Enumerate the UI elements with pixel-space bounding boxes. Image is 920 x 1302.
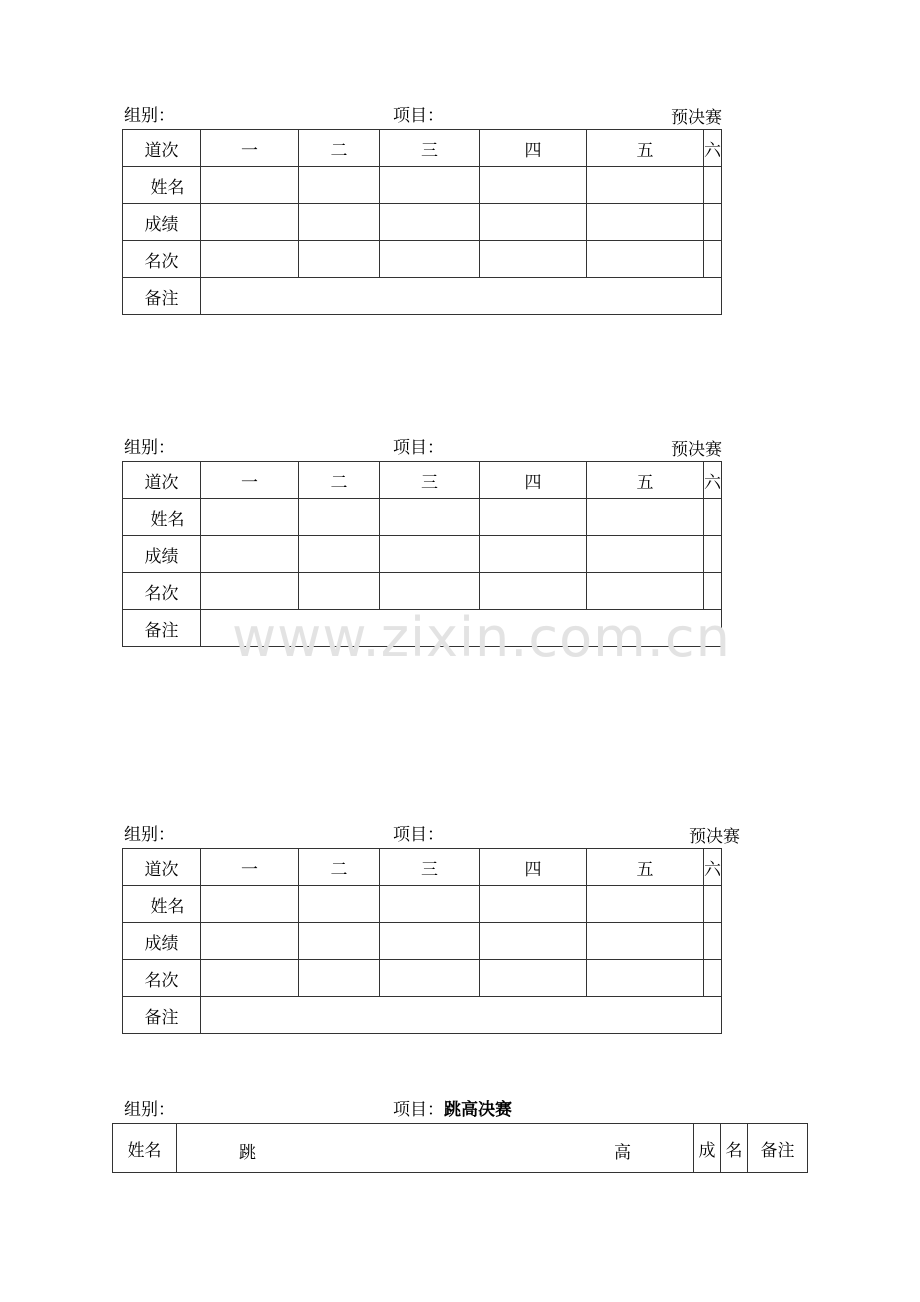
lane-3: 三 <box>380 462 480 499</box>
lane-4: 四 <box>480 462 587 499</box>
entry-cell[interactable] <box>201 960 299 997</box>
data-row <box>123 960 722 997</box>
col-notes: 备注 <box>748 1124 808 1173</box>
data-row <box>123 536 722 573</box>
entry-cell[interactable] <box>299 923 380 960</box>
entry-cell[interactable] <box>480 923 587 960</box>
lane-6: 六 <box>704 130 722 167</box>
lane-2: 二 <box>299 462 380 499</box>
group-label: 组别： <box>124 438 175 458</box>
data-row <box>123 573 722 610</box>
event-label: 项目： <box>393 438 444 458</box>
col-high-jump <box>177 1124 694 1173</box>
group-label: 组别： <box>124 1100 175 1120</box>
entry-cell[interactable] <box>587 204 704 241</box>
lane-header-row <box>123 130 722 167</box>
entry-cell[interactable] <box>704 536 722 573</box>
entry-cell[interactable] <box>299 573 380 610</box>
row-label: 成绩 <box>123 923 201 960</box>
lane-6: 六 <box>704 849 722 886</box>
entry-cell[interactable] <box>480 167 587 204</box>
entry-cell[interactable] <box>480 886 587 923</box>
entry-cell[interactable] <box>480 499 587 536</box>
entry-cell[interactable] <box>201 241 299 278</box>
entry-cell[interactable] <box>587 960 704 997</box>
row-label: 姓名 <box>123 499 201 536</box>
entry-cell[interactable] <box>704 886 722 923</box>
notes-label: 备注 <box>123 610 201 647</box>
watermark: www.zixin.com.cn <box>232 606 731 669</box>
entry-cell[interactable] <box>299 241 380 278</box>
entry-cell[interactable] <box>380 886 480 923</box>
lane-3: 三 <box>380 130 480 167</box>
notes-row <box>123 278 722 315</box>
round-label: 预决赛 <box>671 108 722 128</box>
entry-cell[interactable] <box>299 167 380 204</box>
lane-1: 一 <box>201 462 299 499</box>
lane-header-row <box>123 849 722 886</box>
row-label: 名次 <box>123 241 201 278</box>
entry-cell[interactable] <box>380 536 480 573</box>
entry-cell[interactable] <box>201 536 299 573</box>
entry-cell[interactable] <box>380 204 480 241</box>
entry-cell[interactable] <box>704 960 722 997</box>
entry-cell[interactable] <box>587 241 704 278</box>
lane-5: 五 <box>587 849 704 886</box>
notes-cell[interactable] <box>201 997 722 1034</box>
event-name: 跳高决赛 <box>444 1100 512 1120</box>
row-label: 姓名 <box>123 886 201 923</box>
notes-row <box>123 997 722 1034</box>
lane-header: 道次 <box>123 130 201 167</box>
row-label: 名次 <box>123 573 201 610</box>
entry-cell[interactable] <box>299 886 380 923</box>
event-label: 项目： <box>393 825 444 845</box>
entry-cell[interactable] <box>587 573 704 610</box>
entry-cell[interactable] <box>587 923 704 960</box>
data-row <box>123 241 722 278</box>
group-label: 组别： <box>124 106 175 126</box>
round-label: 预决赛 <box>671 440 722 460</box>
lane-header: 道次 <box>123 462 201 499</box>
entry-cell[interactable] <box>587 886 704 923</box>
col-name: 姓名 <box>113 1124 177 1173</box>
entry-cell[interactable] <box>201 573 299 610</box>
entry-cell[interactable] <box>704 573 722 610</box>
data-row <box>123 204 722 241</box>
entry-cell[interactable] <box>380 167 480 204</box>
round-label: 预决赛 <box>689 827 740 847</box>
entry-cell[interactable] <box>480 241 587 278</box>
row-label: 名次 <box>123 960 201 997</box>
entry-cell[interactable] <box>380 241 480 278</box>
entry-cell[interactable] <box>704 499 722 536</box>
lane-4: 四 <box>480 130 587 167</box>
entry-cell[interactable] <box>480 536 587 573</box>
entry-cell[interactable] <box>299 536 380 573</box>
lane-2: 二 <box>299 130 380 167</box>
entry-cell[interactable] <box>380 573 480 610</box>
entry-cell[interactable] <box>587 499 704 536</box>
lane-4: 四 <box>480 849 587 886</box>
lane-header-row <box>123 462 722 499</box>
lane-1: 一 <box>201 849 299 886</box>
notes-cell[interactable] <box>201 278 722 315</box>
row-label: 姓名 <box>123 167 201 204</box>
col-tiao: 跳 <box>239 1143 256 1163</box>
lane-2: 二 <box>299 849 380 886</box>
entry-cell[interactable] <box>480 960 587 997</box>
notes-label: 备注 <box>123 997 201 1034</box>
col-cheng: 成 <box>694 1124 721 1173</box>
entry-cell[interactable] <box>201 923 299 960</box>
entry-cell[interactable] <box>704 204 722 241</box>
entry-cell[interactable] <box>704 241 722 278</box>
data-row <box>123 499 722 536</box>
entry-cell[interactable] <box>587 167 704 204</box>
entry-cell[interactable] <box>201 204 299 241</box>
lane-3: 三 <box>380 849 480 886</box>
data-row <box>123 886 722 923</box>
heat-results-table <box>122 848 722 1034</box>
entry-cell[interactable] <box>299 499 380 536</box>
entry-cell[interactable] <box>299 204 380 241</box>
entry-cell[interactable] <box>201 167 299 204</box>
final-header-row <box>113 1124 808 1173</box>
lane-6: 六 <box>704 462 722 499</box>
entry-cell[interactable] <box>480 204 587 241</box>
entry-cell[interactable] <box>704 167 722 204</box>
event-label: 项目：跳高决赛 <box>393 1100 512 1120</box>
entry-cell[interactable] <box>380 499 480 536</box>
entry-cell[interactable] <box>201 499 299 536</box>
group-label: 组别： <box>124 825 175 845</box>
event-label: 项目： <box>393 106 444 126</box>
entry-cell[interactable] <box>299 960 380 997</box>
row-label: 成绩 <box>123 204 201 241</box>
entry-cell[interactable] <box>201 886 299 923</box>
entry-cell[interactable] <box>587 536 704 573</box>
row-label: 成绩 <box>123 536 201 573</box>
data-row <box>123 167 722 204</box>
lane-1: 一 <box>201 130 299 167</box>
col-gao: 高 <box>614 1143 631 1163</box>
final-results-table <box>112 1123 808 1173</box>
lane-5: 五 <box>587 462 704 499</box>
col-ming: 名 <box>721 1124 748 1173</box>
entry-cell[interactable] <box>380 923 480 960</box>
entry-cell[interactable] <box>380 960 480 997</box>
heat-results-table <box>122 129 722 315</box>
notes-label: 备注 <box>123 278 201 315</box>
entry-cell[interactable] <box>480 573 587 610</box>
entry-cell[interactable] <box>704 923 722 960</box>
lane-header: 道次 <box>123 849 201 886</box>
data-row <box>123 923 722 960</box>
lane-5: 五 <box>587 130 704 167</box>
